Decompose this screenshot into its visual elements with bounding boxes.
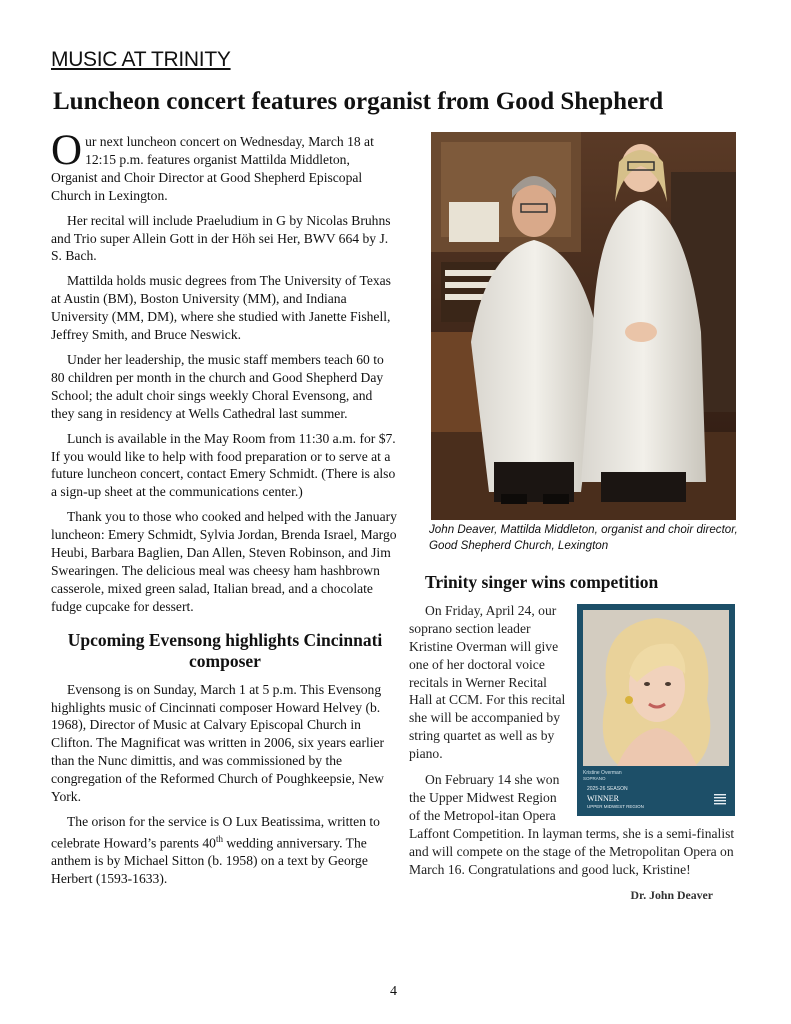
competition-headline: Trinity singer wins competition <box>425 572 659 592</box>
article1-paragraph-2: Her recital will include Praeludium in G by Nicolas Bruhns and Trio super Allein Gott in der Höh sei Her, BWV 664 by J. S. Bach. <box>51 212 391 264</box>
article1-paragraph-5: Lunch is available in the May Room from 11:30 a.m. for $7. If you would like to help with food preparation or to serve at a future luncheon concert, contact Emery Schmidt. (There is also a sign-up sheet at the communications center.) <box>51 430 396 500</box>
poster-award: WINNER <box>587 793 619 803</box>
article1-paragraph-4: Under her leadership, the music staff members teach 60 to 80 children per month in the church and Good Shepherd Day School; the adult choir sings weekly Choral Evensong, and they sang in residency at Wells Cathedral last summer. <box>51 351 384 421</box>
choir-photo-illustration <box>431 132 736 520</box>
article1-paragraph-3: Mattilda holds music degrees from The University of Texas at Austin (BM), Boston University (MM), and Indiana University (MM, DM), where she studied with Janette Fishell, Jeffrey Smith, and Bruce Neswick. <box>51 273 391 343</box>
poster-region: UPPER MIDWEST REGION <box>587 803 644 809</box>
choir-photo <box>431 132 736 520</box>
article2-paragraph-2: The orison for the service is O Lux Beatissima, written to celebrate Howard’s parents 40th wedding anniversary. The anthem is by Michael Sitton (b. 1958) on a text by George Herbert (1593-1633). <box>51 814 380 887</box>
singer-portrait <box>577 604 735 816</box>
poster-singer-name: Kristine Overman <box>583 769 622 776</box>
singer-portrait-illustration <box>577 604 735 816</box>
author-signature: Dr. John Deaver <box>630 887 713 902</box>
drop-cap: O <box>51 127 83 174</box>
article2-paragraph-1: Evensong is on Sunday, March 1 at 5 p.m. This Evensong highlights music of Cincinnati composer Howard Helvey (b. 1968), Director of Music at Calvary Episcopal Church in Clifton. The Magnificat was written in 2006, six years earlier than the Nunc dimittis, and was commissioned by the congregation of the Reformed Church of Poughkeepsie, New York. <box>51 681 385 805</box>
section-label: MUSIC AT TRINITY <box>51 48 231 71</box>
article3-paragraph-2: On February 14 she won the Upper Midwest Region of the Metropol-itan Opera Laffont Competition. In layman terms, she is a semi-finalist and will compete on the stage of the Metropolitan Opera on March 16. Congratulations and good luck, Kristine! <box>409 772 735 877</box>
evensong-headline: Upcoming Evensong highlights Cincinnati composer <box>67 629 383 671</box>
met-opera-logo-icon <box>713 792 727 806</box>
article1-paragraph-6: Thank you to those who cooked and helped with the January luncheon: Emery Schmidt, Sylvia Jordan, Brenda Israel, Margo Heubi, Barbara Baglien, Dan Allen, Steven Robinson, and Jim Swearingen. The delicious meal was cheesy ham hashbrown casserole, mixed green salad, Italian bread, and a chocolate fudge cupcake for dessert. <box>51 509 397 614</box>
page-headline: Luncheon concert features organist from Good Shepherd <box>53 88 664 115</box>
poster-singer-role: SOPRANO <box>583 775 606 781</box>
article3-paragraph-1: Kristine Overman SOPRANO 2025-26 SEASON WINNER UPPER MIDWEST REGION On Friday, April 24, our soprano section leader Kristine Overman will give one of her doctoral voice recitals in Werner Recital Hall at CCM. For this recital she will be accompanied by string quartet as well as by piano. <box>409 602 739 763</box>
left-column <box>51 127 399 895</box>
article1-paragraph-1: Our next luncheon concert on Wednesday, March 18 at 12:15 p.m. features organist Mattilda Middleton, Organist and Choir Director at Good Shepherd Episcopal Church in Lexington. <box>51 127 374 203</box>
poster-season: 2025-26 SEASON <box>587 785 628 792</box>
right-column <box>409 574 739 904</box>
photo-caption: John Deaver, Mattilda Middleton, organist and choir director, Good Shepherd Church, Lexington <box>429 523 738 552</box>
page-number: 4 <box>390 984 397 999</box>
